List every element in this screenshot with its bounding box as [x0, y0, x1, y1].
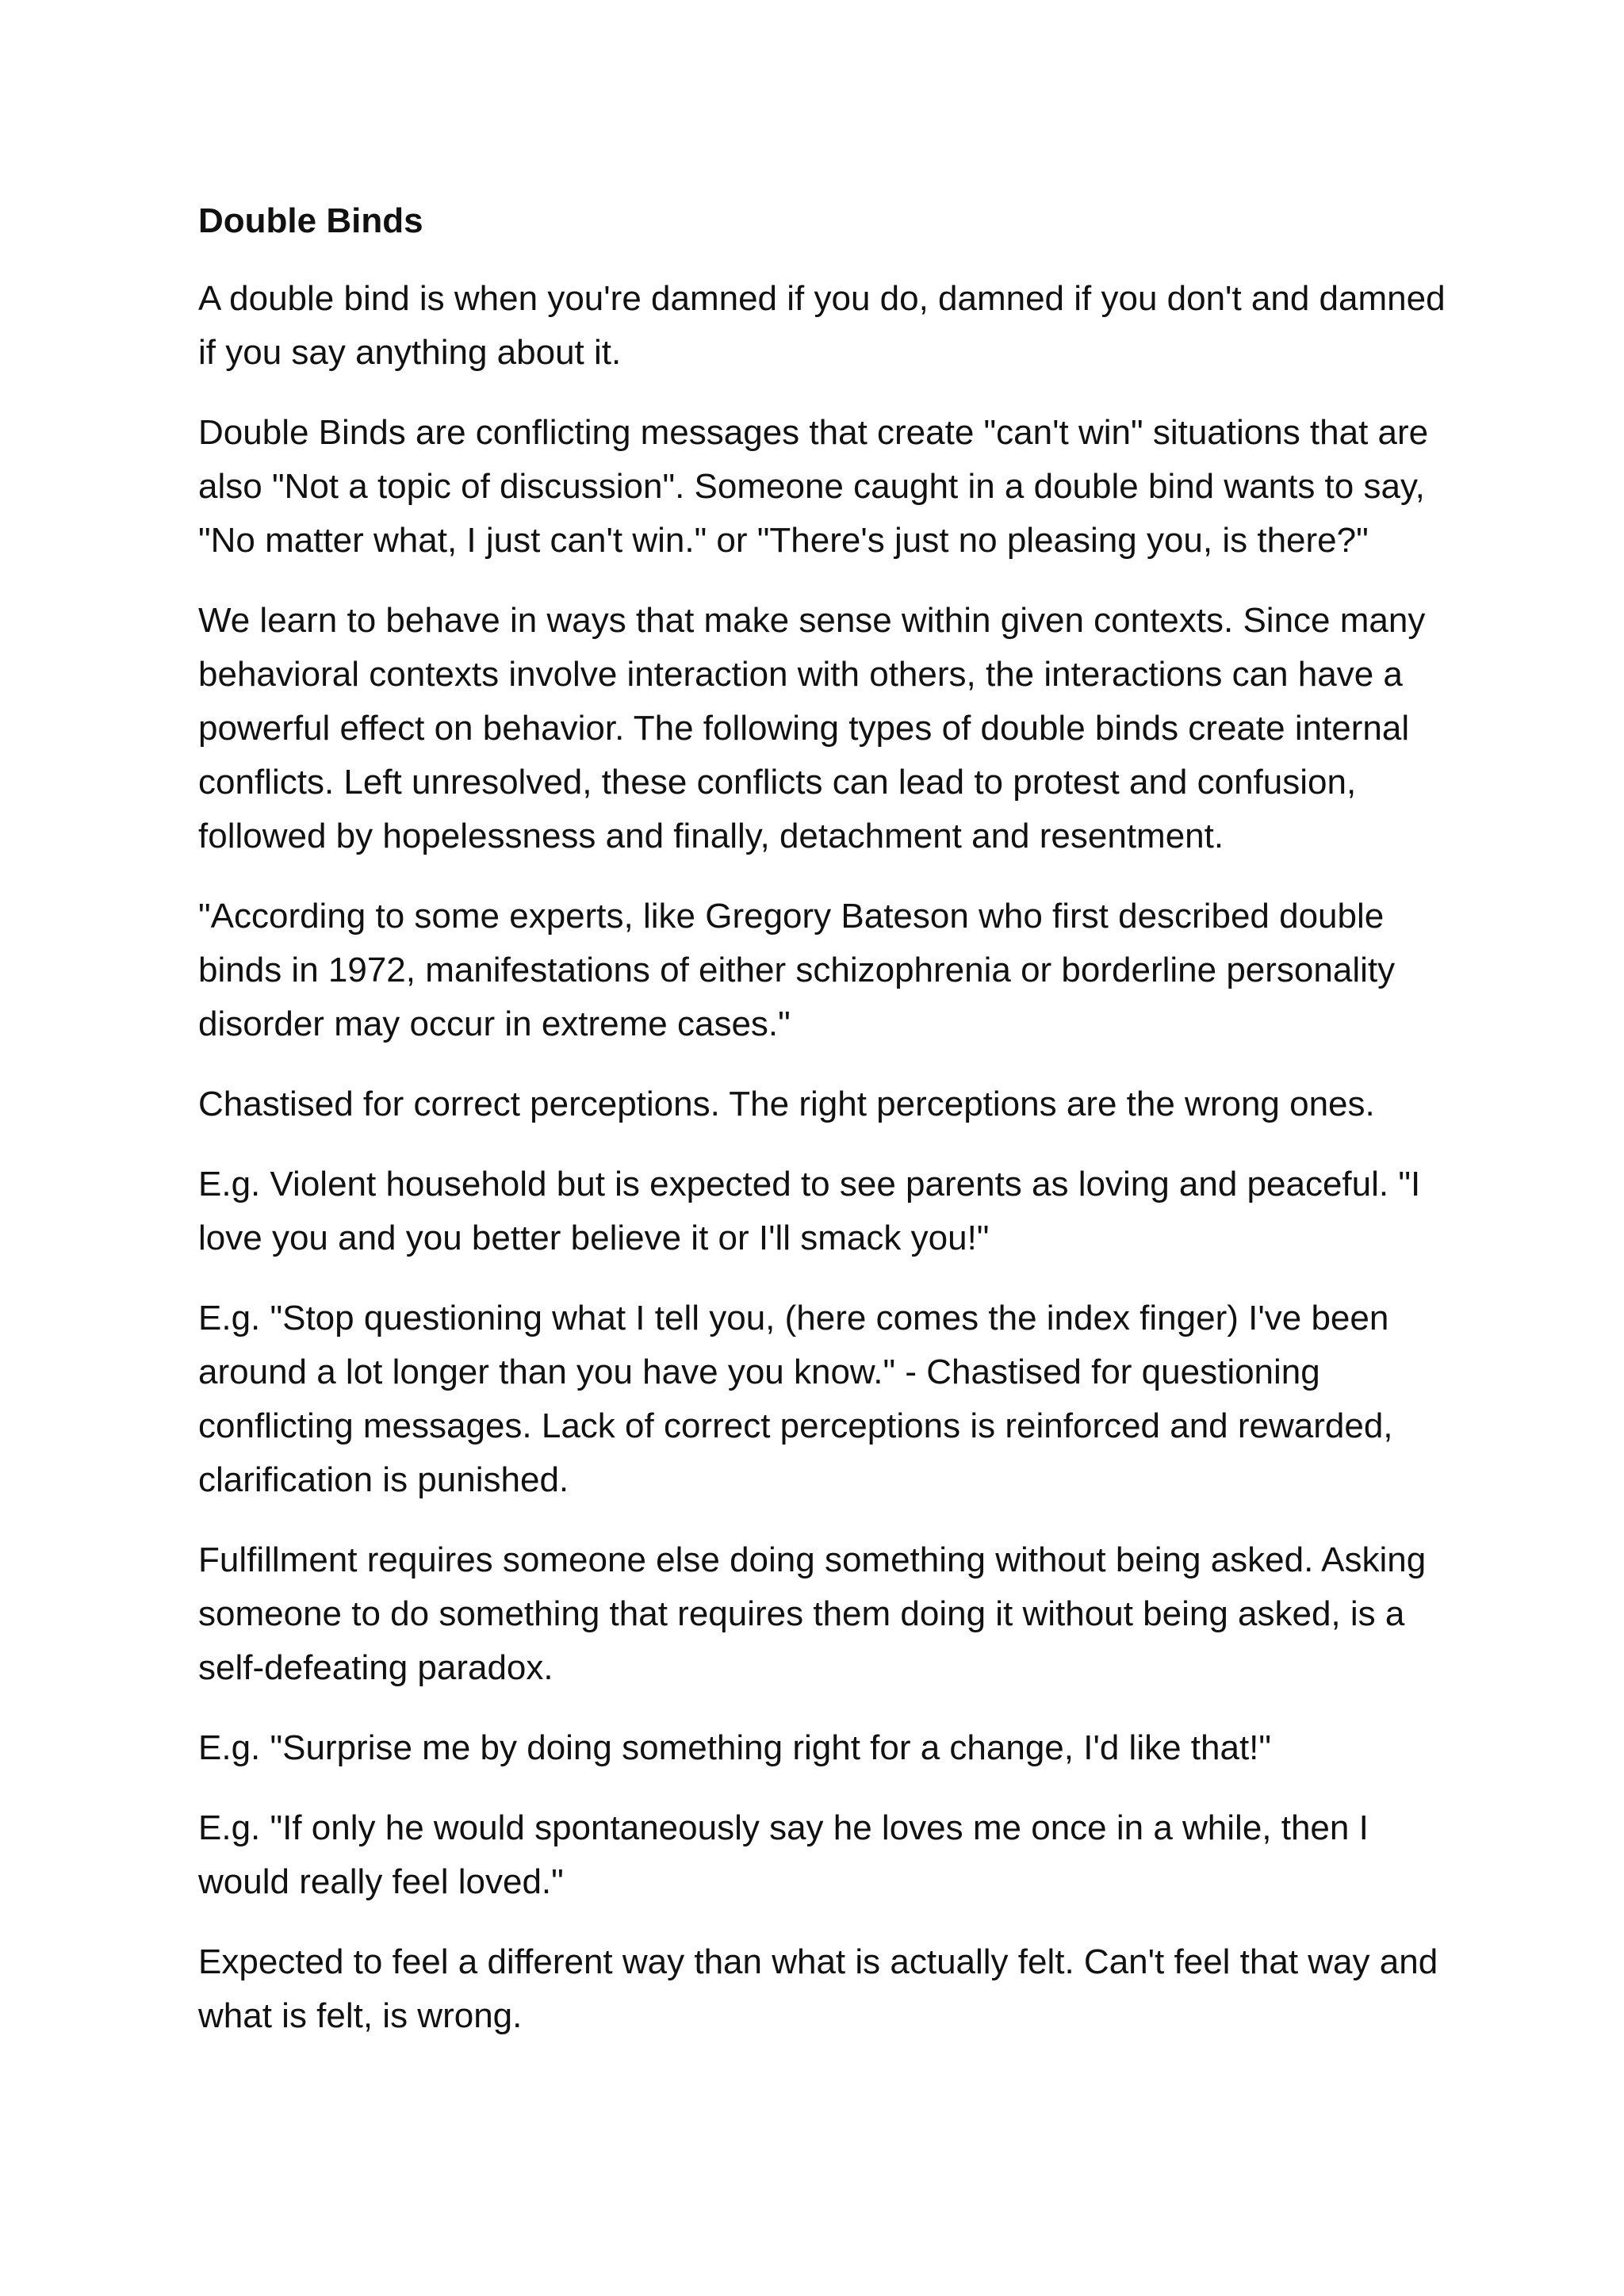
- paragraph-example-stop-questioning: E.g. "Stop questioning what I tell you, (here comes the index finger) I've been around a lot longer than you have you know." - Chastised for questioning conflicting messages. Lack of correct perceptions is reinforced and rewarded, clarification is punished.: [198, 1299, 1393, 1499]
- paragraph-bateson-quote: "According to some experts, like Gregory Bateson who first described double binds in 1972, manifestations of either schizophrenia or borderline personality disorder may occur in extreme cases.": [198, 897, 1396, 1043]
- paragraph-chastised-perceptions: Chastised for correct perceptions. The right perceptions are the wrong ones.: [198, 1085, 1375, 1123]
- document-title: Double Binds: [198, 201, 423, 240]
- paragraph-example-surprise-me: E.g. "Surprise me by doing something right for a change, I'd like that!": [198, 1728, 1272, 1767]
- paragraph-example-spontaneously: E.g. "If only he would spontaneously say he loves me once in a while, then I would really feel loved.": [198, 1808, 1369, 1901]
- paragraph-expected-to-feel: Expected to feel a different way than what is actually felt. Can't feel that way and what is felt, is wrong.: [198, 1942, 1438, 2035]
- paragraph-conflicting-messages: Double Binds are conflicting messages that create "can't win" situations that are also "Not a topic of discussion". Someone caught in a double bind wants to say, "No matter what, I just can't win." or "There's just no pleasing you, is there?": [198, 413, 1429, 560]
- paragraph-example-violent-household: E.g. Violent household but is expected to see parents as loving and peaceful. "I love you and you better believe it or I'll smack you!": [198, 1165, 1421, 1257]
- document-page: [198, 194, 1451, 2069]
- paragraph-behavior-contexts: We learn to behave in ways that make sense within given contexts. Since many behavioral contexts involve interaction with others, the interactions can have a powerful effect on behavior. The following types of double binds create internal conflicts. Left unresolved, these conflicts can lead to protest and confusion, followed by hopelessness and finally, detachment and resentment.: [198, 601, 1426, 855]
- paragraph-definition: A double bind is when you're damned if you do, damned if you don't and damned if you say anything about it.: [198, 279, 1446, 372]
- paragraph-fulfillment-paradox: Fulfillment requires someone else doing something without being asked. Asking someone to do something that requires them doing it without being asked, is a self-defeating paradox.: [198, 1540, 1427, 1687]
